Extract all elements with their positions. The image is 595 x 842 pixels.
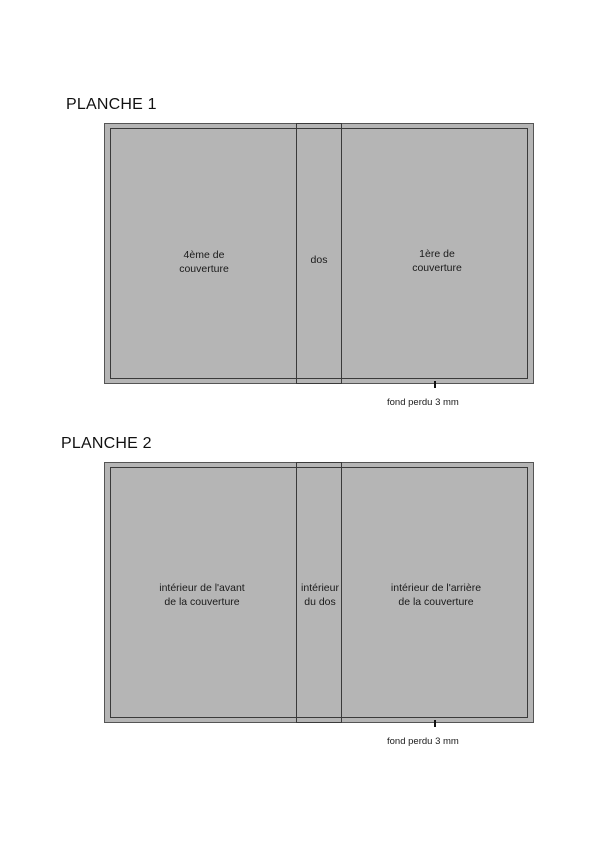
plate-2-sheet: [104, 462, 534, 723]
plate-2-bleed-tick: [434, 720, 436, 727]
plate-1-bleed-label: fond perdu 3 mm: [387, 397, 459, 408]
plate-1-back-cover-label: 4ème de couverture: [179, 249, 229, 275]
plate-2-inside-back-label: intérieur de l'arrière de la couverture: [390, 582, 482, 608]
plate-2-title: PLANCHE 2: [61, 435, 152, 452]
plate-1-bleed-tick: [434, 381, 436, 388]
plate-1-spine-label: dos: [310, 254, 328, 266]
plate-2-bleed-label: fond perdu 3 mm: [387, 736, 459, 747]
plate-1-sheet: [104, 123, 534, 384]
plate-2-inside-front-label: intérieur de l'avant de la couverture: [159, 582, 245, 608]
plate-2-inside-spine-label: intérieur du dos: [301, 582, 339, 608]
plate-1-front-cover-label: 1ère de couverture: [412, 248, 462, 274]
plate-1-title: PLANCHE 1: [66, 96, 157, 113]
